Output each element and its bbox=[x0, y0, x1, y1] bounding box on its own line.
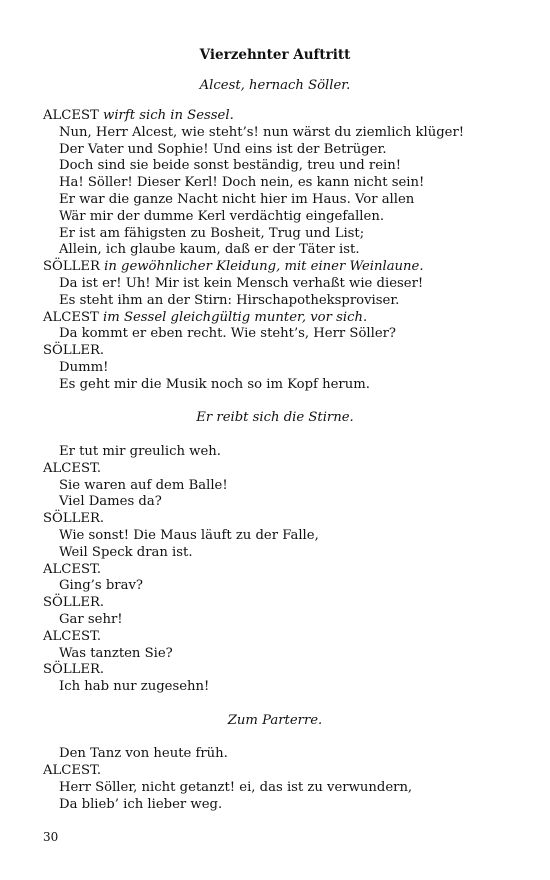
verse-line: Nun, Herr Alcest, wie steht’s! nun wärst du ziemlich klüger! bbox=[59, 124, 465, 140]
verse-line: Wie sonst! Die Maus läuft zu der Falle, bbox=[59, 527, 319, 543]
stage-direction-centered: Zum Parterre. bbox=[227, 712, 323, 728]
verse-line: Gar sehr! bbox=[59, 611, 123, 627]
verse-line: Weil Speck dran ist. bbox=[59, 544, 193, 560]
verse-line: Er war die ganze Nacht nicht hier im Haus. Vor allen bbox=[59, 191, 415, 207]
verse-line: Da kommt er eben recht. Wie steht’s, Herr Söller? bbox=[59, 326, 397, 342]
scene-cast: Alcest, hernach Söller. bbox=[199, 78, 351, 93]
speaker-name: SÖLLER. bbox=[43, 662, 105, 678]
stage-direction: wirft sich in Sessel. bbox=[103, 108, 234, 123]
verse-line: Ging’s brav? bbox=[59, 578, 143, 594]
verse-line: Da ist er! Uh! Mir ist kein Mensch verhaßt wie dieser! bbox=[59, 275, 424, 291]
stage-direction: im Sessel gleichgültig munter, vor sich. bbox=[103, 309, 368, 325]
verse-line: Ich hab nur zugesehn! bbox=[59, 679, 210, 695]
verse-line: Dumm! bbox=[59, 359, 109, 375]
verse-line: Es geht mir die Musik noch so im Kopf herum. bbox=[59, 376, 370, 392]
speaker-name: SÖLLER. bbox=[43, 511, 105, 527]
spacer bbox=[43, 427, 523, 444]
verse-line: Sie waren auf dem Balle! bbox=[59, 477, 228, 493]
speaker-name: SÖLLER bbox=[43, 259, 100, 275]
verse-line: Den Tanz von heute früh. bbox=[59, 746, 228, 762]
dialogue-block bbox=[43, 108, 523, 813]
speaker-name: SÖLLER. bbox=[43, 343, 105, 359]
speaker-name: ALCEST. bbox=[43, 561, 102, 577]
speaker-name: ALCEST. bbox=[43, 460, 102, 476]
verse-line: Da blieb’ ich lieber weg. bbox=[59, 796, 223, 812]
speaker-name: ALCEST bbox=[43, 108, 99, 123]
verse-line: Herr Söller, nicht getanzt! ei, das ist zu verwundern, bbox=[59, 779, 413, 795]
verse-line: Der Vater und Sophie! Und eins ist der Betrüger. bbox=[59, 141, 387, 157]
speaker-line bbox=[43, 108, 523, 125]
verse-line: Viel Dames da? bbox=[59, 494, 162, 510]
speaker-name: ALCEST bbox=[43, 309, 99, 325]
spacer bbox=[43, 729, 523, 746]
verse-line: Wär mir der dumme Kerl verdächtig eingefallen. bbox=[59, 208, 385, 224]
verse-line: Ha! Söller! Dieser Kerl! Doch nein, es kann nicht sein! bbox=[59, 175, 425, 191]
stage-direction: in gewöhnlicher Kleidung, mit einer Weinlaune. bbox=[104, 259, 424, 275]
speaker-line bbox=[43, 310, 523, 327]
verse-line: Allein, ich glaube kaum, daß er der Täter ist. bbox=[59, 242, 360, 258]
speaker-name: ALCEST. bbox=[43, 763, 102, 779]
page-number: 30 bbox=[43, 830, 59, 844]
speaker-line bbox=[43, 259, 523, 276]
verse-line: Was tanzten Sie? bbox=[59, 645, 173, 661]
speaker-name: ALCEST. bbox=[43, 628, 102, 644]
speaker-name: SÖLLER. bbox=[43, 595, 105, 611]
verse-line: Er ist am fähigsten zu Bosheit, Trug und List; bbox=[59, 225, 365, 241]
scene-title: Vierzehnter Auftritt bbox=[199, 47, 351, 63]
verse-line: Es steht ihm an der Stirn: Hirschapotheksproviser. bbox=[59, 292, 400, 308]
spacer bbox=[43, 394, 523, 411]
spacer bbox=[43, 696, 523, 713]
verse-line: Doch sind sie beide sonst beständig, treu und rein! bbox=[59, 158, 402, 174]
verse-line: Er tut mir greulich weh. bbox=[59, 443, 221, 459]
stage-direction-centered: Er reibt sich die Stirne. bbox=[196, 410, 354, 426]
